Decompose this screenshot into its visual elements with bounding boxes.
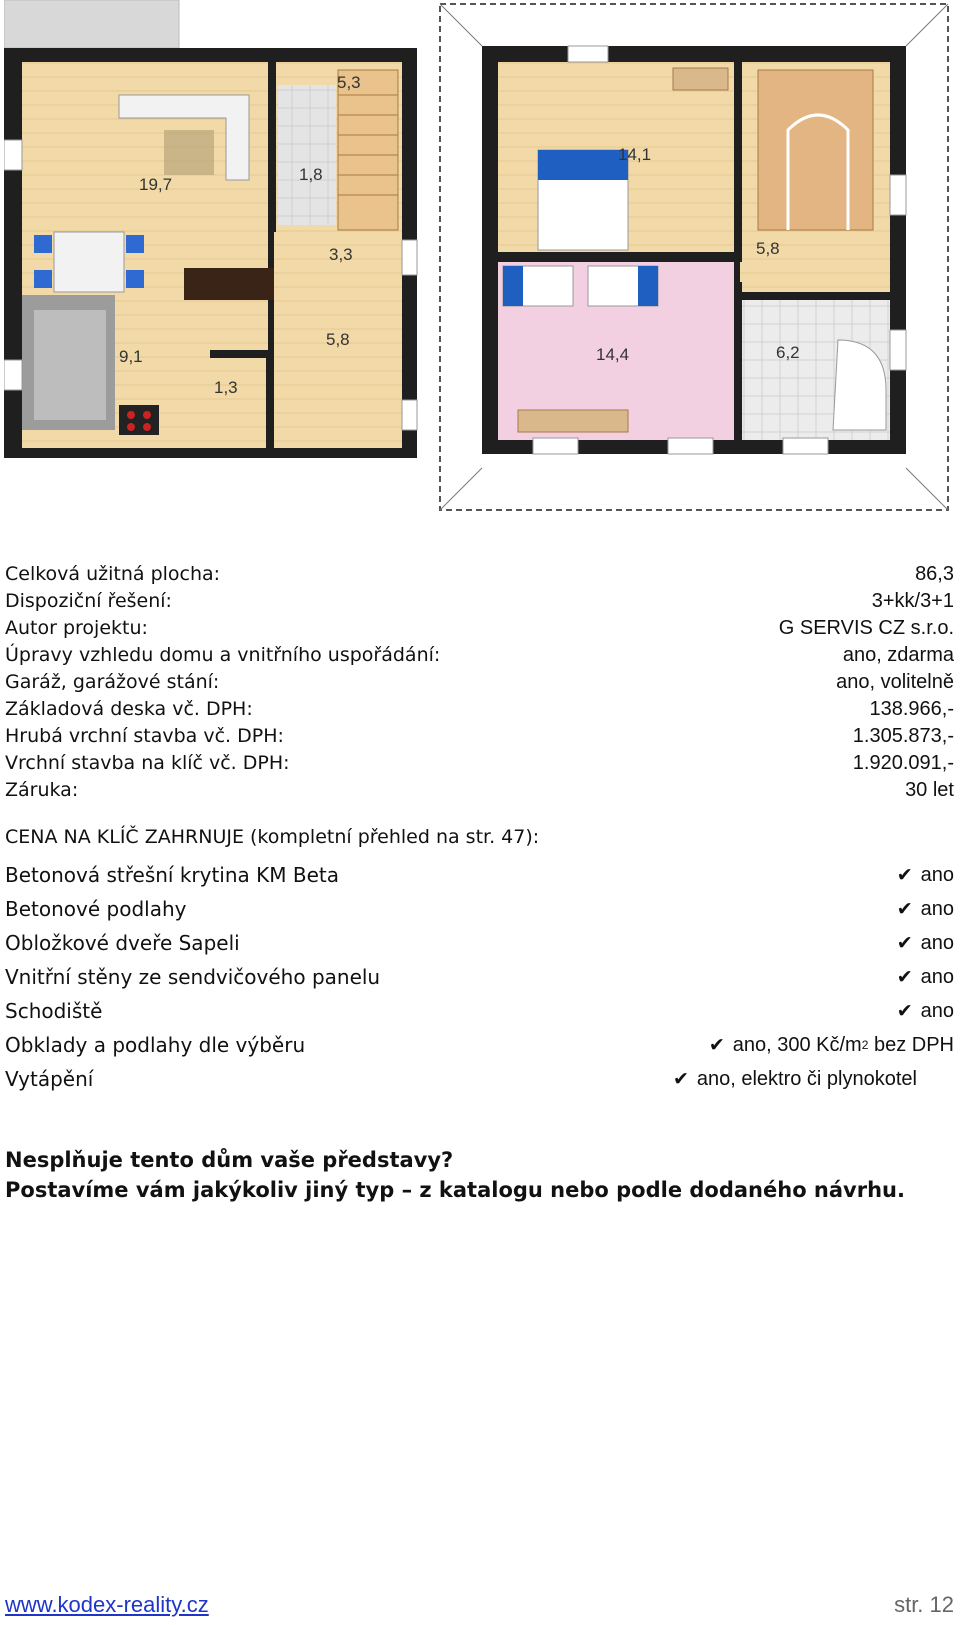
spec-label: Dispoziční řešení: bbox=[5, 590, 172, 612]
spec-value: 1.305.873,- bbox=[852, 725, 954, 747]
room-hall-area: 3,3 bbox=[329, 245, 353, 264]
spec-row bbox=[5, 588, 957, 615]
feature-label: Betonové podlahy bbox=[5, 897, 187, 921]
spec-value: 86,3 bbox=[915, 563, 954, 585]
feature-row bbox=[5, 960, 957, 994]
spec-value: ano, zdarma bbox=[842, 644, 954, 666]
feature-row bbox=[5, 1062, 957, 1096]
feature-row bbox=[5, 858, 957, 892]
spec-value: ano, volitelně bbox=[836, 671, 954, 693]
feature-value: ano bbox=[920, 965, 954, 988]
check-icon: ✔ bbox=[896, 966, 913, 988]
spec-label: Záruka: bbox=[5, 779, 79, 801]
spec-row bbox=[5, 615, 957, 642]
page-number: str. 12 bbox=[894, 1592, 954, 1617]
spec-value: 138.966,- bbox=[869, 698, 954, 720]
feature-row bbox=[5, 994, 957, 1028]
room-kids-area: 14,4 bbox=[596, 345, 630, 364]
feature-row bbox=[5, 1028, 957, 1062]
feature-value: ano, elektro či plynokotel bbox=[696, 1067, 917, 1090]
spec-row bbox=[5, 669, 957, 696]
feature-value: ano bbox=[920, 897, 954, 920]
spec-label: Vrchní stavba na klíč vč. DPH: bbox=[5, 752, 290, 774]
room-bathroom-area: 6,2 bbox=[776, 343, 800, 362]
feature-value: ano bbox=[920, 863, 954, 886]
feature-row bbox=[5, 892, 957, 926]
spec-label: Autor projektu: bbox=[5, 617, 148, 639]
spec-label: Úpravy vzhledu domu a vnitřního uspořádání: bbox=[5, 644, 441, 666]
feature-label: Schodiště bbox=[5, 999, 103, 1023]
room-wc-area: 1,8 bbox=[299, 165, 323, 184]
feature-value: ano, 300 Kč/m bbox=[732, 1033, 862, 1056]
spec-table bbox=[5, 561, 957, 804]
spec-row bbox=[5, 642, 957, 669]
spec-row bbox=[5, 777, 957, 804]
check-icon: ✔ bbox=[896, 1000, 913, 1022]
callout-line-1: Nesplňuje tento dům vaše představy? bbox=[5, 1148, 454, 1172]
room-bedroom-area: 14,1 bbox=[618, 145, 652, 164]
check-icon: ✔ bbox=[896, 932, 913, 954]
features-heading: CENA NA KLÍČ ZAHRNUJE (kompletní přehled na str. 47): bbox=[5, 826, 540, 848]
room-entry-area: 5,8 bbox=[326, 330, 350, 349]
ground-floor-plan bbox=[4, 0, 429, 472]
first-floor-plan bbox=[438, 0, 952, 515]
spec-label: Celková užitná plocha: bbox=[5, 563, 221, 585]
website-link[interactable]: www.kodex-reality.cz bbox=[5, 1592, 209, 1617]
feature-value: ano bbox=[920, 999, 954, 1022]
spec-row bbox=[5, 561, 957, 588]
check-icon: ✔ bbox=[672, 1068, 689, 1090]
check-icon: ✔ bbox=[896, 864, 913, 886]
feature-row bbox=[5, 926, 957, 960]
callout-line-2: Postavíme vám jakýkoliv jiný typ – z katalogu nebo podle dodaného návrhu. bbox=[5, 1178, 905, 1202]
spec-value: G SERVIS CZ s.r.o. bbox=[778, 617, 954, 639]
feature-label: Obklady a podlahy dle výběru bbox=[5, 1033, 306, 1057]
room-hall-area: 5,8 bbox=[756, 239, 780, 258]
feature-label: Obložkové dveře Sapeli bbox=[5, 931, 240, 955]
spec-value: 1.920.091,- bbox=[852, 752, 954, 774]
feature-label: Betonová střešní krytina KM Beta bbox=[5, 863, 340, 887]
spec-label: Hrubá vrchní stavba vč. DPH: bbox=[5, 725, 284, 747]
spec-value: 30 let bbox=[905, 779, 954, 801]
spec-row bbox=[5, 696, 957, 723]
features-list bbox=[5, 858, 957, 1096]
room-closet-area: 1,3 bbox=[214, 378, 238, 397]
feature-value-superscript: 2 bbox=[861, 1038, 869, 1052]
check-icon: ✔ bbox=[896, 898, 913, 920]
room-kitchen-area: 9,1 bbox=[119, 347, 143, 366]
room-living-area: 19,7 bbox=[139, 175, 173, 194]
spec-label: Garáž, garážové stání: bbox=[5, 671, 220, 693]
room-stair-top-area: 5,3 bbox=[337, 73, 361, 92]
check-icon: ✔ bbox=[708, 1034, 725, 1056]
spec-row bbox=[5, 723, 957, 750]
feature-value: ano bbox=[920, 931, 954, 954]
spec-row bbox=[5, 750, 957, 777]
spec-value: 3+kk/3+1 bbox=[871, 590, 954, 612]
feature-label: Vnitřní stěny ze sendvičového panelu bbox=[5, 965, 381, 989]
spec-label: Základová deska vč. DPH: bbox=[5, 698, 253, 720]
callout bbox=[5, 1145, 905, 1205]
feature-label: Vytápění bbox=[5, 1067, 94, 1091]
feature-value-suffix: bez DPH bbox=[868, 1033, 954, 1056]
